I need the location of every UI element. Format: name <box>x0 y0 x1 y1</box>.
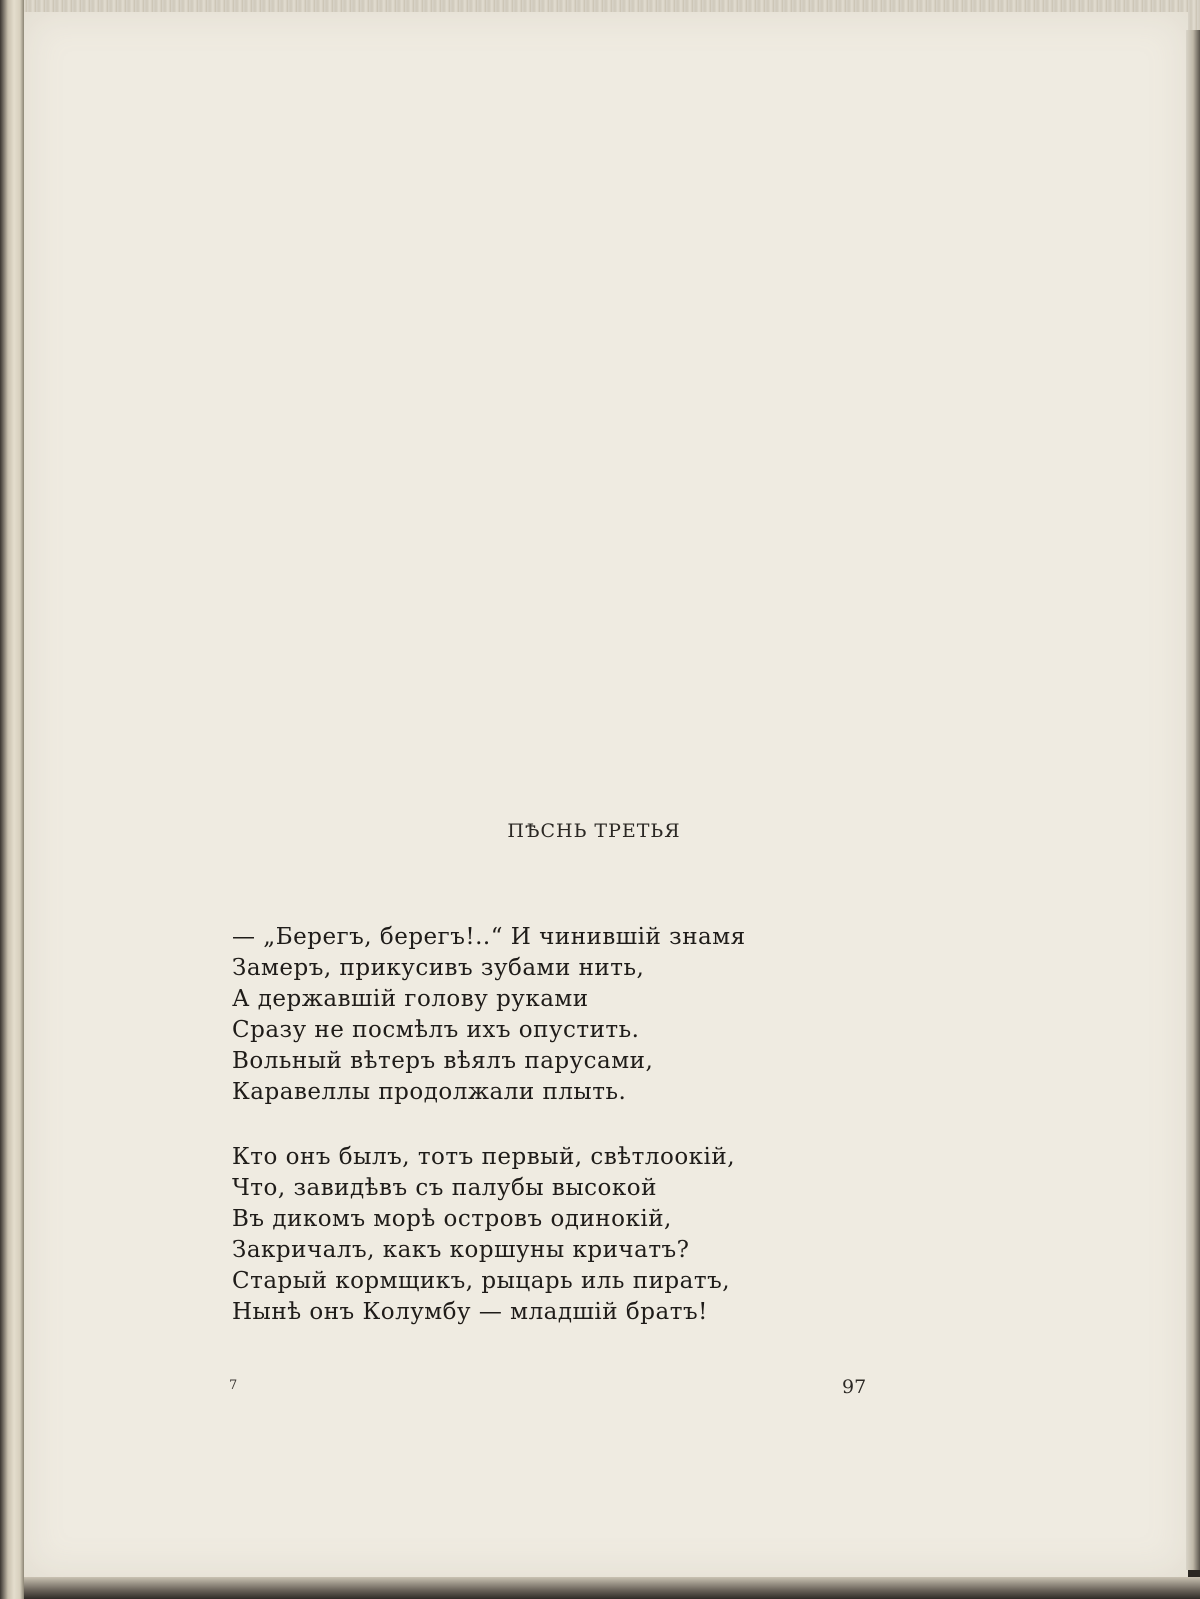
poem-line: Каравеллы продолжали плыть. <box>232 1079 627 1105</box>
page-number: 97 <box>842 1376 867 1398</box>
poem-line: Нынѣ онъ Колумбу — младшій братъ! <box>232 1299 708 1325</box>
poem-line: А державшій голову руками <box>232 986 589 1012</box>
book-binding <box>0 0 24 1599</box>
poem-line: Замеръ, прикусивъ зубами нить, <box>232 955 645 981</box>
poem-line: — „Берегъ, берегъ!..“ И чинившій знамя <box>232 924 746 950</box>
poem-line: Что, завидѣвъ съ палубы высокой <box>232 1175 657 1201</box>
poem-line: Кто онъ былъ, тотъ первый, свѣтлоокій, <box>232 1144 736 1170</box>
poem-line: Старый кормщикъ, рыцарь иль пиратъ, <box>232 1268 731 1294</box>
poem-line: Вольный вѣтеръ вѣялъ парусами, <box>232 1048 654 1074</box>
book-page <box>24 12 1188 1577</box>
chapter-title: ПѢСНЬ ТРЕТЬЯ <box>507 820 681 842</box>
poem-line: Сразу не посмѣлъ ихъ опустить. <box>232 1017 640 1043</box>
stanza-1 <box>232 922 746 1108</box>
page-bottom-edge <box>24 1577 1200 1599</box>
poem-line: Закричалъ, какъ коршуны кричатъ? <box>232 1237 690 1263</box>
poem-line: Въ дикомъ морѣ островъ одинокій, <box>232 1206 672 1232</box>
stanza-2 <box>232 1142 735 1328</box>
page-right-edge <box>1186 30 1200 1570</box>
signature-mark: 7 <box>229 1378 238 1393</box>
